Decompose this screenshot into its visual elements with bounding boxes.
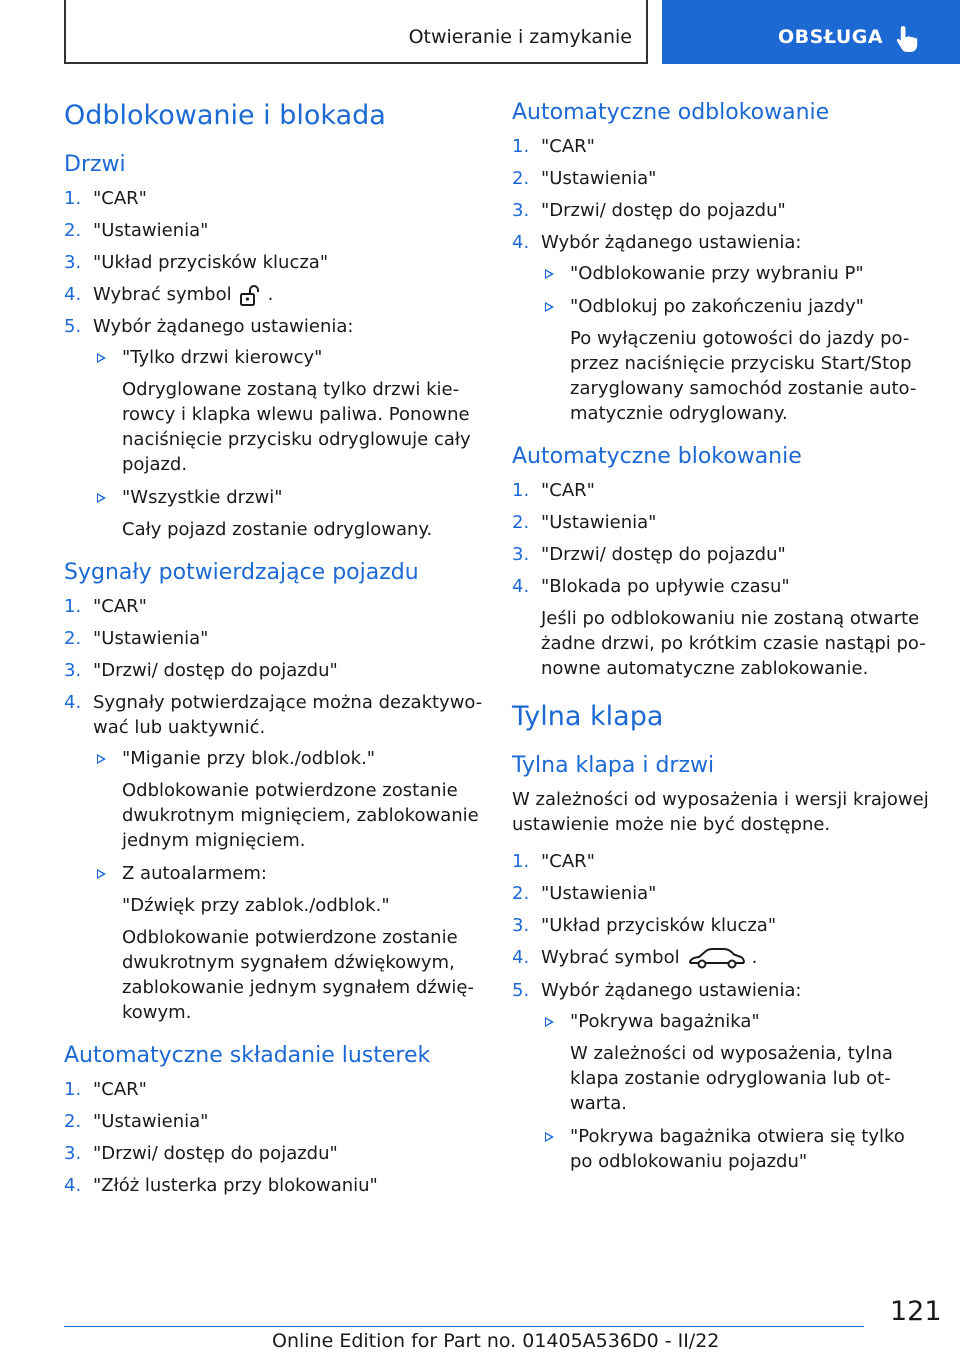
step-text: "Drzwi/ dostęp do pojazdu" (541, 200, 786, 221)
step-text: "CAR" (93, 596, 147, 617)
step-number: 4. (64, 1175, 82, 1196)
list-item (512, 510, 932, 535)
option-item (541, 1124, 932, 1174)
step-description: Jeśli po odblokowaniu nie zostaną otwarte żadne drzwi, po krótkim czasie nastąpi po- nowne automatyczne zablokowanie. (541, 608, 926, 679)
step-text: "Drzwi/ dostęp do pojazdu" (93, 1143, 338, 1164)
mirrors-steps (64, 1077, 484, 1198)
auto-unlock-heading: Automatyczne odblokowanie (512, 100, 830, 125)
option-description: Po wyłączeniu gotowości do jazdy po- przez naciśnięcie przycisku Start/Stop zaryglowany samochód zostanie auto- matycznie odryglowany. (570, 328, 917, 424)
step-number: 4. (512, 947, 530, 968)
list-item (64, 282, 484, 307)
doors-heading: Drzwi (64, 152, 126, 177)
step-text: "Ustawienia" (93, 628, 209, 649)
signals-options (93, 746, 484, 1025)
step-text: "Złóż lusterka przy blokowaniu" (93, 1175, 378, 1196)
step-number: 2. (64, 220, 82, 241)
list-item (64, 658, 484, 683)
auto-lock-steps (512, 478, 932, 681)
footer-divider (64, 1326, 864, 1327)
step-text-end: . (267, 284, 274, 305)
step-text: "Układ przycisków klucza" (541, 915, 777, 936)
option-item (541, 1009, 932, 1116)
option-item (93, 485, 484, 542)
step-text: "Drzwi/ dostęp do pojazdu" (93, 660, 338, 681)
list-item (512, 881, 932, 906)
list-item (512, 913, 932, 938)
unlock-padlock-icon (238, 283, 262, 307)
triangle-bullet-icon (97, 353, 106, 363)
left-column (64, 96, 484, 1205)
auto-unlock-steps (512, 134, 932, 426)
step-number: 1. (64, 188, 82, 209)
step-number: 4. (64, 284, 82, 305)
list-item (64, 314, 484, 542)
option-description: Odblokowanie potwierdzone zostanie dwukrotnym mignięciem, zablokowanie jednym mignięciem. (122, 780, 479, 851)
option-description: Cały pojazd zostanie odryglowany. (122, 519, 433, 540)
option-label: Z autoalarmem: (122, 863, 267, 884)
doors-options (93, 345, 484, 542)
step-number: 3. (512, 544, 530, 565)
step-number: 3. (64, 660, 82, 681)
step-number: 2. (512, 168, 530, 189)
option-item (93, 746, 484, 853)
step-text: Wybrać symbol (541, 947, 680, 968)
step-number: 2. (512, 883, 530, 904)
list-item (64, 1077, 484, 1102)
signals-steps (64, 594, 484, 1025)
chapter-tab-label: OBSŁUGA (778, 26, 884, 48)
triangle-bullet-icon (545, 269, 554, 279)
chapter-tab[interactable] (662, 0, 960, 64)
list-item (64, 1109, 484, 1134)
option-label: "Miganie przy blok./odblok." (122, 748, 376, 769)
tailgate-steps (512, 849, 932, 1174)
step-number: 2. (64, 1111, 82, 1132)
option-label: "Odblokowanie przy wybraniu P" (570, 263, 864, 284)
list-item (512, 978, 932, 1174)
mirrors-heading: Automatyczne składanie lusterek (64, 1043, 431, 1068)
tailgate-intro: W zależności od wyposażenia i wersji krajowej ustawienie może nie być dostępne. (512, 789, 929, 835)
step-number: 3. (512, 915, 530, 936)
step-number: 1. (64, 596, 82, 617)
triangle-bullet-icon (97, 493, 106, 503)
step-text: "Blokada po upływie czasu" (541, 576, 790, 597)
list-item (64, 1141, 484, 1166)
tailgate-heading: Tylna klapa i drzwi (512, 753, 715, 778)
option-label: "Tylko drzwi kierowcy" (122, 347, 323, 368)
right-column (512, 96, 932, 1182)
step-number: 1. (512, 480, 530, 501)
step-text: Wybór żądanego ustawienia: (93, 316, 354, 337)
pointing-hand-icon (894, 24, 920, 54)
step-number: 1. (512, 851, 530, 872)
list-item (512, 945, 932, 971)
option-description: Odryglowane zostaną tylko drzwi kie- rowcy i klapka wlewu paliwa. Ponowne naciśnięcie przycisku odryglowuje cały pojazd. (122, 379, 471, 475)
option-label: "Pokrywa bagażnika otwiera się tylko po odblokowaniu pojazdu" (570, 1126, 905, 1172)
list-item (512, 230, 932, 426)
header-section-box (64, 0, 648, 64)
step-text: Sygnały potwierdzające można dezaktywo- wać lub uaktywnić. (93, 692, 483, 738)
list-item (64, 218, 484, 243)
list-item (64, 250, 484, 275)
step-number: 4. (512, 576, 530, 597)
step-text: Wybór żądanego ustawienia: (541, 980, 802, 1001)
list-item (64, 1173, 484, 1198)
step-number: 5. (64, 316, 82, 337)
car-tailgate-icon (686, 945, 746, 971)
step-text: "Drzwi/ dostęp do pojazdu" (541, 544, 786, 565)
step-number: 3. (512, 200, 530, 221)
step-number: 1. (64, 1079, 82, 1100)
signals-heading: Sygnały potwierdzające pojazdu (64, 560, 419, 585)
list-item (64, 626, 484, 651)
step-number: 2. (512, 512, 530, 533)
doors-steps (64, 186, 484, 542)
list-item (64, 186, 484, 211)
page-number: 121 (890, 1296, 942, 1327)
step-text: "CAR" (541, 851, 595, 872)
step-text: "CAR" (93, 188, 147, 209)
step-text: "Ustawienia" (541, 883, 657, 904)
step-number: 2. (64, 628, 82, 649)
step-text-end: . (751, 947, 758, 968)
triangle-bullet-icon (97, 754, 106, 764)
step-text: "CAR" (541, 136, 595, 157)
list-item (512, 478, 932, 503)
list-item (512, 198, 932, 223)
list-item (512, 542, 932, 567)
step-text: "CAR" (541, 480, 595, 501)
list-item (512, 134, 932, 159)
option-item (541, 294, 932, 426)
list-item (512, 166, 932, 191)
tailgate-title: Tylna klapa (512, 701, 664, 732)
step-text: Wybór żądanego ustawienia: (541, 232, 802, 253)
step-text: "Ustawienia" (541, 168, 657, 189)
step-text: "CAR" (93, 1079, 147, 1100)
auto-lock-heading: Automatyczne blokowanie (512, 444, 802, 469)
step-text: "Ustawienia" (93, 1111, 209, 1132)
option-item (93, 345, 484, 477)
footer-edition: Online Edition for Part no. 01405A536D0 - II/22 (272, 1330, 720, 1352)
list-item (512, 574, 932, 681)
list-item (64, 690, 484, 1025)
section-title: Otwieranie i zamykanie (408, 26, 632, 48)
option-label: "Odblokuj po zakończeniu jazdy" (570, 296, 864, 317)
triangle-bullet-icon (97, 869, 106, 879)
option-item (541, 261, 932, 286)
step-text: "Układ przycisków klucza" (93, 252, 329, 273)
step-text: Wybrać symbol (93, 284, 232, 305)
step-text: "Ustawienia" (93, 220, 209, 241)
step-number: 4. (512, 232, 530, 253)
option-label: "Pokrywa bagażnika" (570, 1011, 760, 1032)
step-text: "Ustawienia" (541, 512, 657, 533)
option-item (93, 861, 484, 1025)
tailgate-options (541, 1009, 932, 1174)
option-description: W zależności od wyposażenia, tylna klapa zostanie odryglowania lub ot- warta. (570, 1043, 893, 1114)
step-number: 3. (64, 252, 82, 273)
step-number: 4. (64, 692, 82, 713)
list-item (512, 849, 932, 874)
option-label: "Wszystkie drzwi" (122, 487, 283, 508)
option-description: "Dźwięk przy zablok./odblok." (122, 895, 390, 916)
step-number: 3. (64, 1143, 82, 1164)
triangle-bullet-icon (545, 1017, 554, 1027)
step-number: 5. (512, 980, 530, 1001)
triangle-bullet-icon (545, 302, 554, 312)
list-item (64, 594, 484, 619)
page-title: Odblokowanie i blokada (64, 100, 386, 131)
option-description: Odblokowanie potwierdzone zostanie dwukrotnym sygnałem dźwiękowym, zablokowanie jednym sygnałem dźwię- kowym. (122, 927, 474, 1023)
auto-unlock-options (541, 261, 932, 426)
triangle-bullet-icon (545, 1132, 554, 1142)
step-number: 1. (512, 136, 530, 157)
